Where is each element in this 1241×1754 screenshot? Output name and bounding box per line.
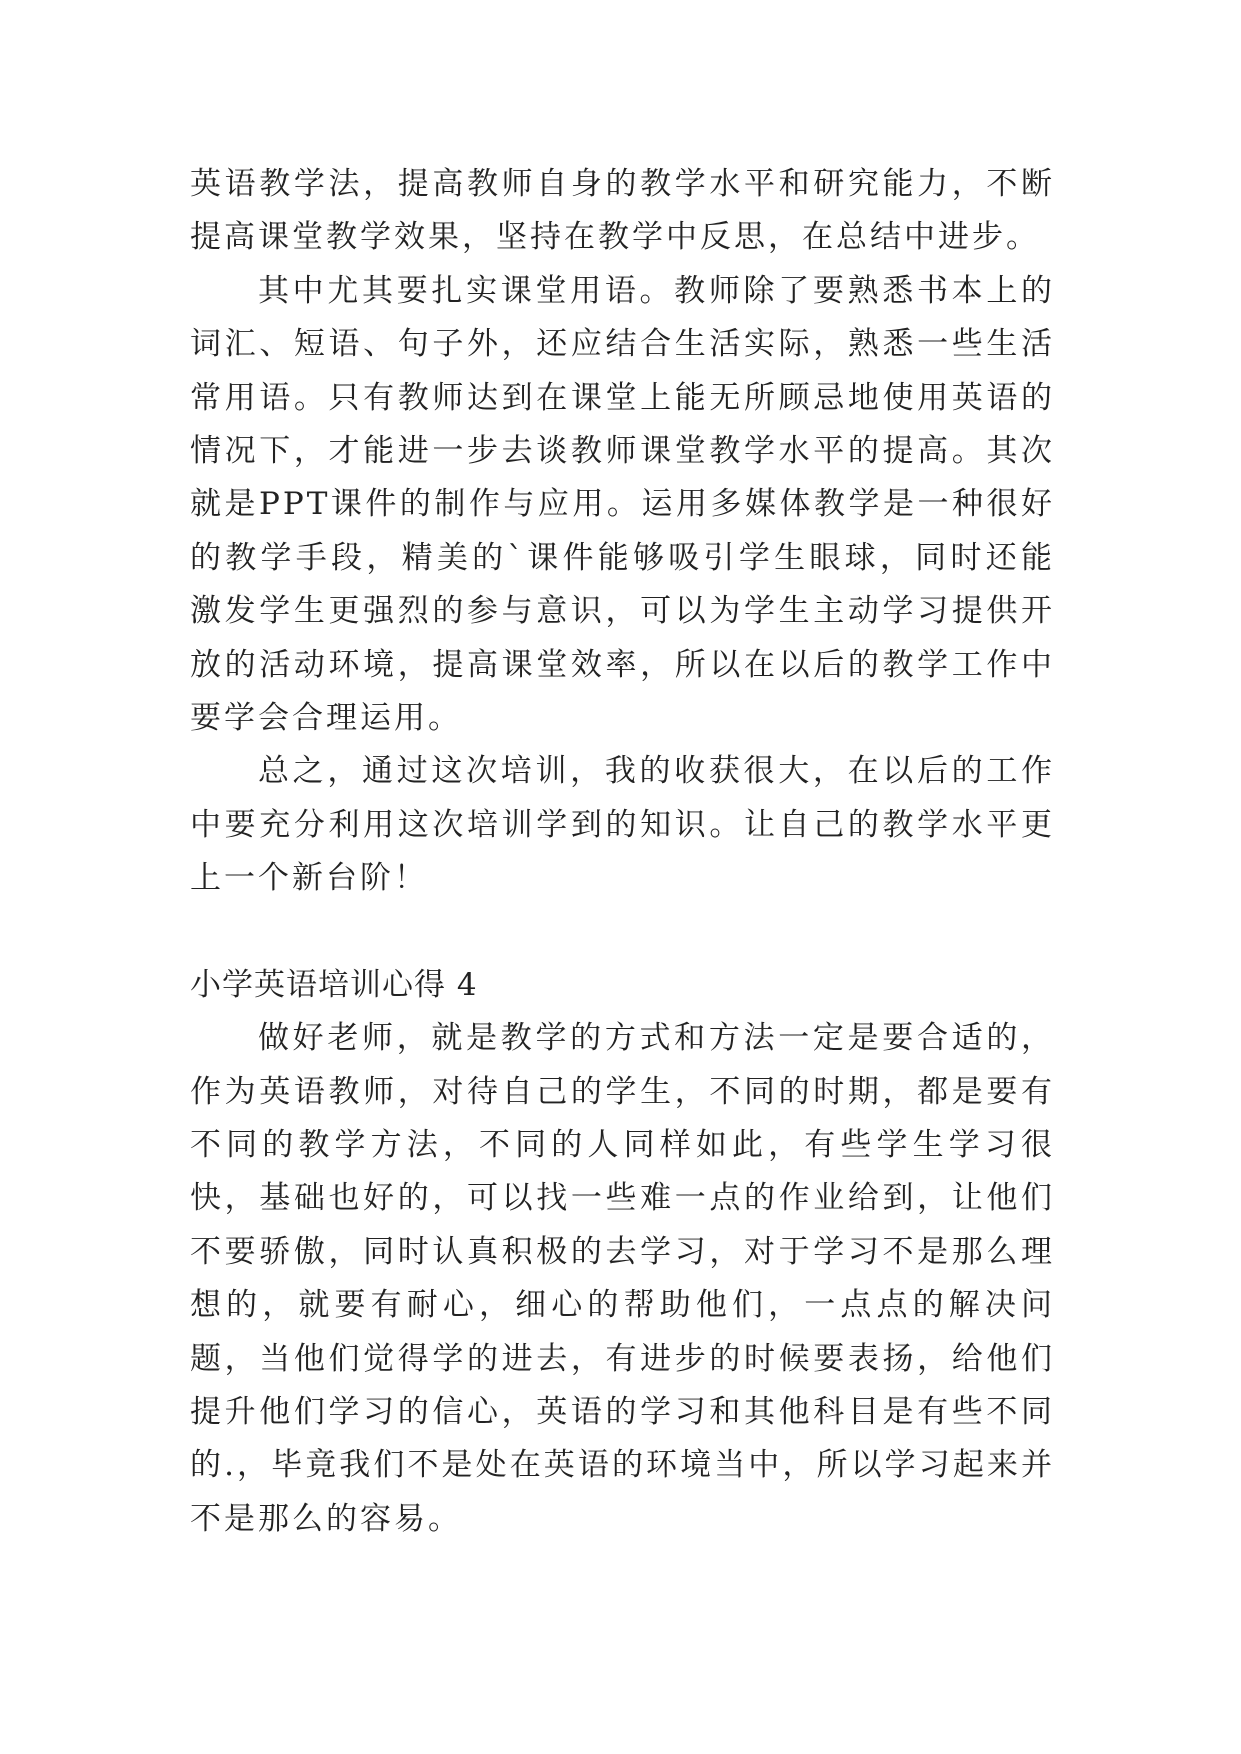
section-heading: 小学英语培训心得 4 bbox=[190, 966, 478, 1003]
paragraph-continued: 英语教学法，提高教师自身的教学水平和研究能力，不断提高课堂教学效果，坚持在教学中反思，在总结中进步。 bbox=[190, 166, 1055, 256]
paragraph-conclusion: 总之，通过这次培训，我的收获很大，在以后的工作中要充分利用这次培训学到的知识。让自己的教学水平更上一个新台阶！ bbox=[190, 753, 1055, 897]
document-body bbox=[190, 158, 1055, 1546]
paragraph-good-teacher: 做好老师，就是教学的方式和方法一定是要合适的，作为英语教师，对待自己的学生，不同的时期，都是要有不同的教学方法，不同的人同样如此，有些学生学习很快，基础也好的，可以找一些难一点的作业给到，让他们不要骄傲，同时认真积极的去学习，对于学习不是那么理想的，就要有耐心，细心的帮助他们，一点点的解决问题，当他们觉得学的进去，有进步的时候要表扬，给他们提升他们学习的信心，英语的学习和其他科目是有些不同的.，毕竟我们不是处在英语的环境当中，所以学习起来并不是那么的容易。 bbox=[190, 1020, 1055, 1537]
paragraph-classroom-language: 其中尤其要扎实课堂用语。教师除了要熟悉书本上的词汇、短语、句子外，还应结合生活实际，熟悉一些生活常用语。只有教师达到在课堂上能无所顾忌地使用英语的情况下，才能进一步去谈教师课堂教学水平的提高。其次就是PPT课件的制作与应用。运用多媒体教学是一种很好的教学手段，精美的`课件能够吸引学生眼球，同时还能激发学生更强烈的参与意识，可以为学生主动学习提供开放的活动环境，提高课堂效率，所以在以后的教学工作中要学会合理运用。 bbox=[190, 272, 1055, 737]
